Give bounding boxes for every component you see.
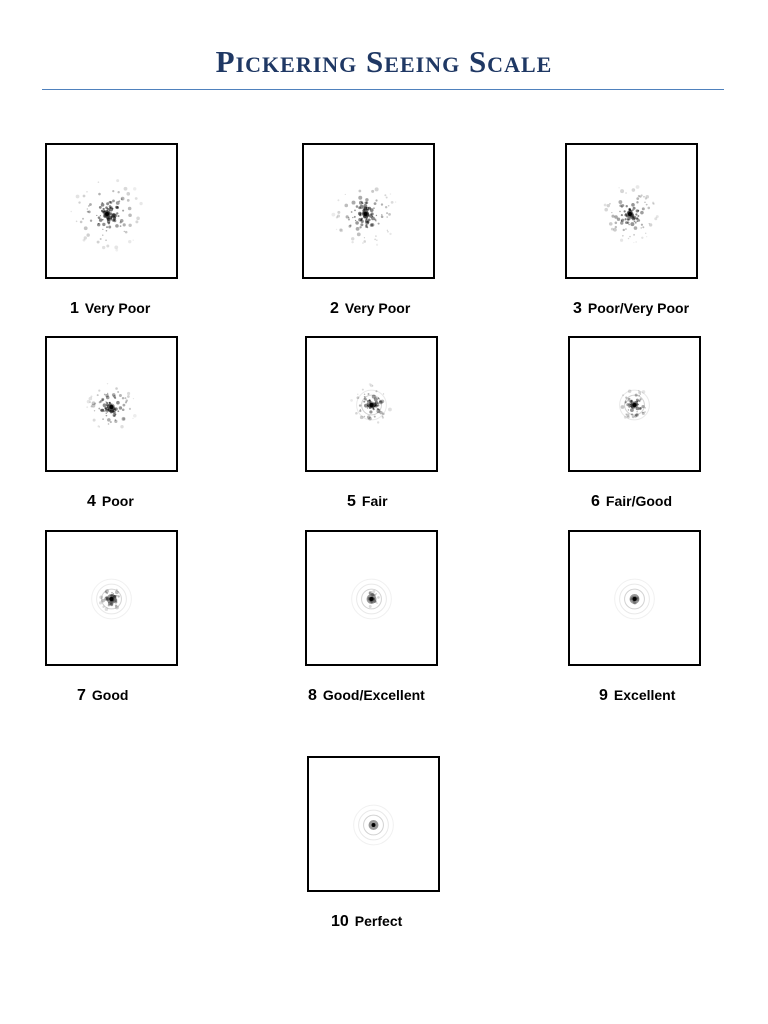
star-image [304, 145, 433, 277]
seeing-panel-4 [45, 336, 178, 472]
seeing-panel-6 [568, 336, 701, 472]
scale-label: Very Poor [344, 300, 411, 316]
seeing-panel-10 [307, 756, 440, 892]
star-image [309, 758, 438, 890]
scale-number: 5 [347, 493, 356, 510]
star-image [570, 532, 699, 664]
scale-number: 4 [87, 493, 96, 510]
scale-label: Fair [361, 493, 388, 509]
scale-label: Excellent [613, 687, 676, 703]
scale-number: 8 [308, 687, 317, 704]
seeing-caption-5 [347, 493, 388, 511]
seeing-caption-2 [330, 300, 410, 318]
star-image [47, 338, 176, 470]
seeing-caption-8 [308, 687, 425, 705]
scale-number: 10 [331, 913, 349, 930]
seeing-caption-10 [331, 913, 402, 931]
page-title: Pickering Seeing Scale [215, 44, 553, 79]
seeing-caption-6 [591, 493, 672, 511]
scale-label: Very Poor [84, 300, 151, 316]
seeing-caption-7 [77, 687, 128, 705]
scale-label: Good/Excellent [322, 687, 425, 703]
seeing-panel-9 [568, 530, 701, 666]
scale-label: Perfect [354, 913, 403, 929]
scale-number: 3 [573, 300, 582, 317]
seeing-caption-9 [599, 687, 675, 705]
seeing-panel-7 [45, 530, 178, 666]
seeing-caption-1 [70, 300, 150, 318]
seeing-panel-5 [305, 336, 438, 472]
scale-number: 1 [70, 300, 79, 317]
star-image [570, 338, 699, 470]
seeing-panel-2 [302, 143, 435, 279]
scale-label: Poor [101, 493, 134, 509]
scale-label: Fair/Good [605, 493, 673, 509]
scale-number: 7 [77, 687, 86, 704]
seeing-panel-1 [45, 143, 178, 279]
seeing-panel-8 [305, 530, 438, 666]
scale-number: 2 [330, 300, 339, 317]
star-image [307, 338, 436, 470]
seeing-caption-3 [573, 300, 689, 318]
star-image [307, 532, 436, 664]
scale-number: 9 [599, 687, 608, 704]
seeing-panel-3 [565, 143, 698, 279]
star-image [567, 145, 696, 277]
title-divider [42, 89, 724, 90]
scale-label: Poor/Very Poor [587, 300, 690, 316]
seeing-caption-4 [87, 493, 134, 511]
star-image [47, 532, 176, 664]
scale-label: Good [91, 687, 129, 703]
scale-number: 6 [591, 493, 600, 510]
star-image [47, 145, 176, 277]
